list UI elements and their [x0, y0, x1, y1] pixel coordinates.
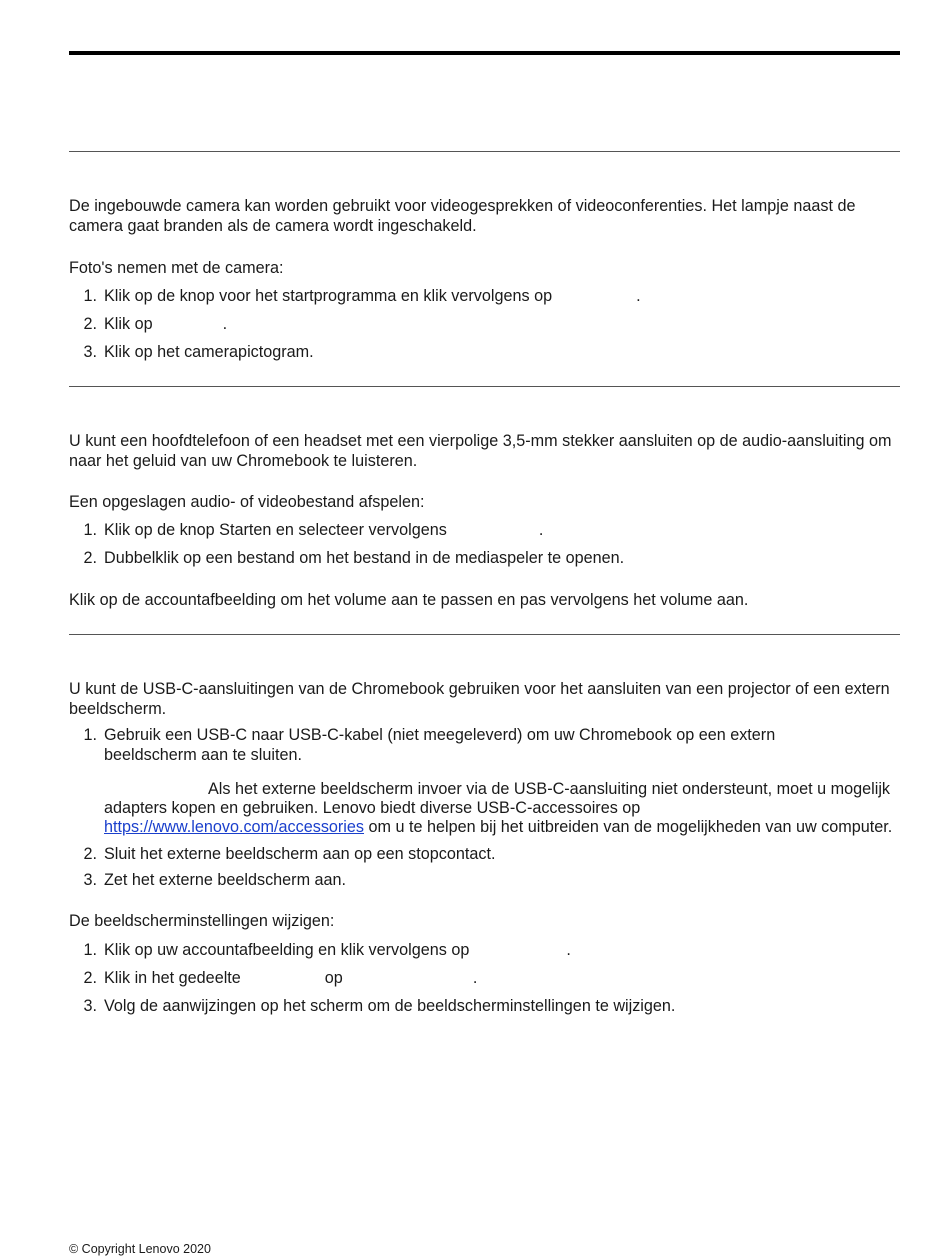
- step-text: Klik op uw accountafbeelding en klik vervolgens op: [104, 941, 470, 959]
- accessories-link[interactable]: https://www.lenovo.com/accessories: [104, 818, 365, 836]
- audio-intro: U kunt een hoofdtelefoon of een headset met een vierpolige 3,5-mm stekker aansluiten op de audio-aansluiting om naar het geluid van uw Chromebook te luisteren.: [69, 432, 892, 470]
- note-text: Als het externe beeldscherm invoer via de USB-C-aansluiting niet ondersteunt, moet u mogelijk adapters kopen en gebruiken. Lenovo biedt diverse USB-C-accessoires op: [104, 780, 891, 817]
- audio-steps-heading: Een opgeslagen audio- of videobestand afspelen:: [69, 493, 425, 511]
- step-number: 3.: [83, 997, 97, 1015]
- step-number: 1.: [83, 521, 97, 539]
- step-text: Gebruik een USB-C naar USB-C-kabel (niet meegeleverd) om uw Chromebook op een extern beeldscherm aan te sluiten.: [104, 726, 776, 764]
- step-text: Klik op: [104, 315, 153, 333]
- step-number: 2.: [83, 549, 97, 567]
- camera-intro: De ingebouwde camera kan worden gebruikt voor videogesprekken of videoconferenties. Het lampje naast de camera gaat branden als de camera wordt ingeschakeld.: [69, 197, 856, 235]
- step-number: 2.: [83, 969, 97, 987]
- note-text-end: om u te helpen bij het uitbreiden van de mogelijkheden van uw computer.: [364, 818, 893, 836]
- camera-steps-heading: Foto's nemen met de camera:: [69, 259, 284, 277]
- step-period: .: [566, 941, 571, 959]
- section-divider-camera: [69, 151, 900, 152]
- audio-volume-note: Klik op de accountafbeelding om het volume aan te passen en pas vervolgens het volume aan.: [69, 591, 749, 609]
- step-number: 1.: [83, 941, 97, 959]
- step-text: Klik op de knop Starten en selecteer vervolgens: [104, 521, 447, 539]
- step-number: 1.: [83, 287, 97, 305]
- step-period: .: [538, 521, 544, 539]
- step-number: 2.: [83, 315, 97, 333]
- step-period: .: [472, 969, 478, 987]
- step-number: 3.: [83, 343, 97, 361]
- display-note: [104, 780, 900, 837]
- document-page: [69, 0, 900, 1260]
- section-divider-audio: [69, 386, 900, 387]
- step-text: Klik op het camerapictogram.: [104, 343, 314, 361]
- step-number: 1.: [83, 726, 97, 744]
- step-period: .: [222, 315, 228, 333]
- step-text-middle: op: [324, 969, 343, 987]
- step-number: 3.: [83, 871, 97, 889]
- copyright-footer: © Copyright Lenovo 2020: [69, 1242, 211, 1256]
- step-text: Zet het externe beeldscherm aan.: [104, 871, 347, 889]
- top-heavy-rule: [69, 51, 900, 55]
- step-text: Dubbelklik op een bestand om het bestand in de mediaspeler te openen.: [104, 549, 625, 567]
- settings-heading: De beeldscherminstellingen wijzigen:: [69, 912, 335, 930]
- step-text: Sluit het externe beeldscherm aan op een stopcontact.: [104, 845, 496, 863]
- step-number: 2.: [83, 845, 97, 863]
- step-text: Klik in het gedeelte: [104, 969, 241, 987]
- section-divider-display: [69, 634, 900, 635]
- step-text: Volg de aanwijzingen op het scherm om de beeldscherminstellingen te wijzigen.: [104, 997, 676, 1015]
- step-period: .: [636, 287, 641, 305]
- step-text: Klik op de knop voor het startprogramma en klik vervolgens op: [104, 287, 553, 305]
- display-intro: U kunt de USB-C-aansluitingen van de Chromebook gebruiken voor het aansluiten van een projector of een extern beeldscherm.: [69, 680, 890, 718]
